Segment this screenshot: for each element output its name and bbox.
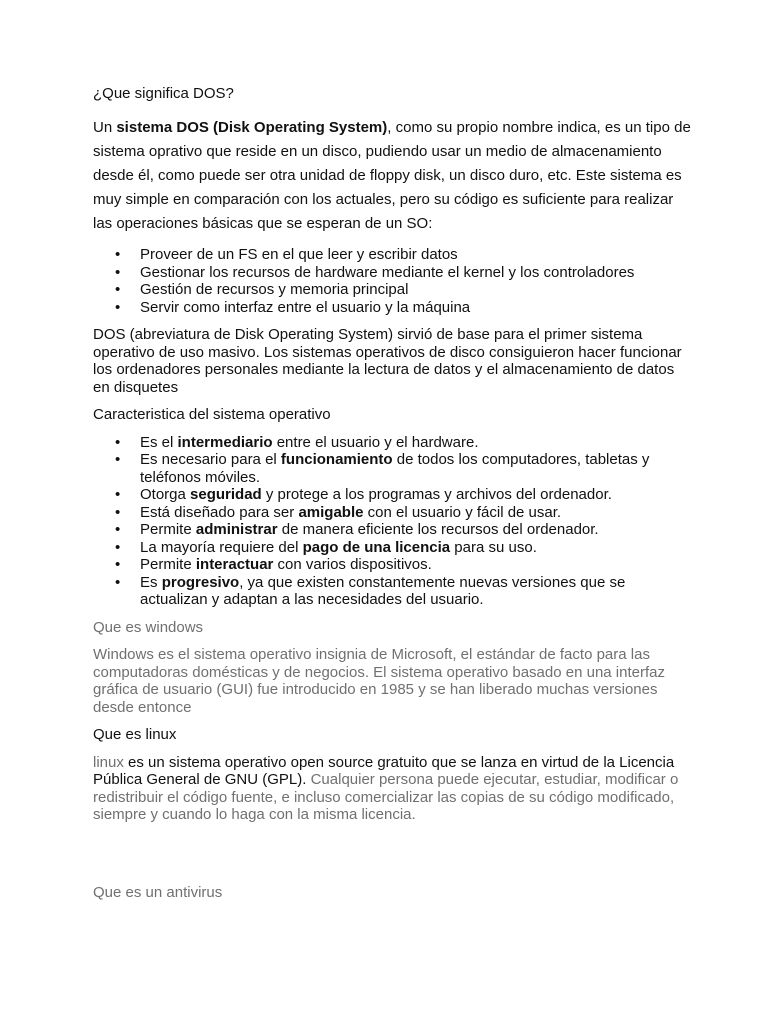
item-text: Es necesario para el bbox=[140, 451, 281, 468]
item-text: La mayoría requiere del bbox=[140, 538, 303, 556]
list-item-text: Proveer de un FS en el que leer y escribir datos bbox=[140, 246, 458, 263]
list-item bbox=[93, 434, 693, 452]
item-text: con varios dispositivos. bbox=[273, 556, 432, 573]
item-bold: interactuar bbox=[195, 556, 274, 573]
bullet-icon: • bbox=[115, 451, 121, 468]
bullet-icon: • bbox=[115, 556, 121, 573]
list-item-text: Gestionar los recursos de hardware mediante el kernel y los controladores bbox=[140, 263, 635, 281]
item-text: Está diseñado para ser bbox=[140, 503, 299, 521]
characteristics-heading: Caracteristica del sistema operativo bbox=[93, 406, 331, 423]
item-text: entre el usuario y el hardware. bbox=[272, 433, 479, 451]
list-item bbox=[93, 246, 693, 264]
bullet-icon: • bbox=[115, 246, 121, 263]
item-text: Permite bbox=[140, 556, 196, 573]
item-text: para su uso. bbox=[450, 538, 537, 556]
item-text: y protege a los programas y archivos del ordenador. bbox=[261, 486, 612, 503]
dos-text-2: ) sirvió de base para el primer sistema operativo de uso masivo. Los sistemas operativos de disco consiguieron hacer funcionar los ordenadores personales mediante la lectura de datos y el almacenamiento de datos en disquetes bbox=[93, 326, 682, 396]
list-item-text: Servir como interfaz entre el usuario y la máquina bbox=[140, 298, 471, 316]
item-text: Es el bbox=[140, 433, 178, 451]
document-page bbox=[93, 84, 693, 901]
item-bold: funcionamiento bbox=[280, 451, 393, 468]
linux-term: linux bbox=[93, 753, 124, 771]
characteristics-list bbox=[93, 434, 693, 609]
list-item bbox=[93, 451, 693, 486]
dos-text-1: DOS (abreviatura de bbox=[93, 326, 235, 343]
bullet-icon: • bbox=[115, 263, 121, 281]
item-bold: progresivo bbox=[161, 573, 240, 591]
dos-question-heading: ¿Que significa DOS? bbox=[93, 85, 234, 102]
item-text: de todos los computadores, tabletas y teléfonos móviles. bbox=[140, 451, 650, 486]
bullet-icon: • bbox=[115, 298, 121, 316]
dos-intro-paragraph bbox=[93, 116, 693, 236]
linux-paragraph bbox=[93, 754, 693, 824]
item-bold: pago de una licencia bbox=[302, 538, 451, 556]
list-item-text: Gestión de recursos y memoria principal bbox=[140, 281, 409, 298]
dos-functions-list bbox=[93, 246, 693, 316]
linux-heading: Que es linux bbox=[93, 726, 177, 743]
list-item bbox=[93, 504, 693, 522]
intro-bold-term: sistema DOS (Disk Operating System) bbox=[116, 119, 388, 136]
item-text: , ya que existen constantemente nuevas versiones que se actualizan y adaptan a las necesidades del usuario. bbox=[140, 573, 626, 608]
bullet-icon: • bbox=[115, 433, 121, 451]
antivirus-heading: Que es un antivirus bbox=[93, 883, 223, 901]
windows-heading: Que es windows bbox=[93, 618, 204, 636]
item-bold: intermediario bbox=[177, 433, 273, 451]
bullet-icon: • bbox=[115, 281, 121, 298]
dos-link-term: Disk Operating System bbox=[234, 326, 389, 343]
item-bold: administrar bbox=[195, 521, 278, 538]
dos-description-paragraph bbox=[93, 326, 693, 396]
linux-text-1: es un sistema operativo open source gratuito que se lanza en virtud de la Licencia Pública General de GNU (GPL). bbox=[93, 753, 675, 788]
item-text: Otorga bbox=[140, 486, 191, 503]
item-text: Es bbox=[140, 573, 162, 591]
list-item bbox=[93, 521, 693, 539]
linux-text-2: Cualquier persona puede ejecutar, estudiar, modificar o redistribuir el código fuente, e incluso comercializar las copias de su código modificado, siempre y cuando lo haga con la misma licencia. bbox=[93, 771, 679, 823]
item-bold: seguridad bbox=[190, 486, 262, 503]
list-item bbox=[93, 539, 693, 557]
intro-text-2: , como su propio nombre indica, es un tipo de sistema oprativo que reside en un disco, pudiendo usar un medio de almacenamiento desde él, como puede ser otra unidad de floppy disk, un disco duro, etc. Este sistema es muy simple en comparación con los actuales, pero su código es suficiente para realizar las operaciones básicas que se esperan de un SO: bbox=[93, 119, 691, 232]
item-text: Permite bbox=[140, 521, 196, 538]
item-bold: amigable bbox=[298, 503, 364, 521]
list-item bbox=[93, 486, 693, 504]
list-item bbox=[93, 556, 693, 574]
bullet-icon: • bbox=[115, 503, 121, 521]
bullet-icon: • bbox=[115, 486, 121, 503]
item-text: con el usuario y fácil de usar. bbox=[363, 503, 562, 521]
list-item bbox=[93, 281, 693, 299]
windows-paragraph: Windows es el sistema operativo insignia de Microsoft, el estándar de facto para las computadoras domésticas y de negocios. El sistema operativo basado en una interfaz gráfica de usuario (GUI) fue introducido en 1985 y se han liberado muchas versiones desde entonce bbox=[93, 646, 665, 716]
list-item bbox=[93, 574, 693, 609]
bullet-icon: • bbox=[115, 538, 121, 556]
list-item bbox=[93, 264, 693, 282]
list-item bbox=[93, 299, 693, 317]
item-text: de manera eficiente los recursos del ordenador. bbox=[277, 521, 599, 538]
bullet-icon: • bbox=[115, 573, 121, 591]
intro-text-1: Un bbox=[93, 119, 117, 136]
bullet-icon: • bbox=[115, 521, 121, 538]
